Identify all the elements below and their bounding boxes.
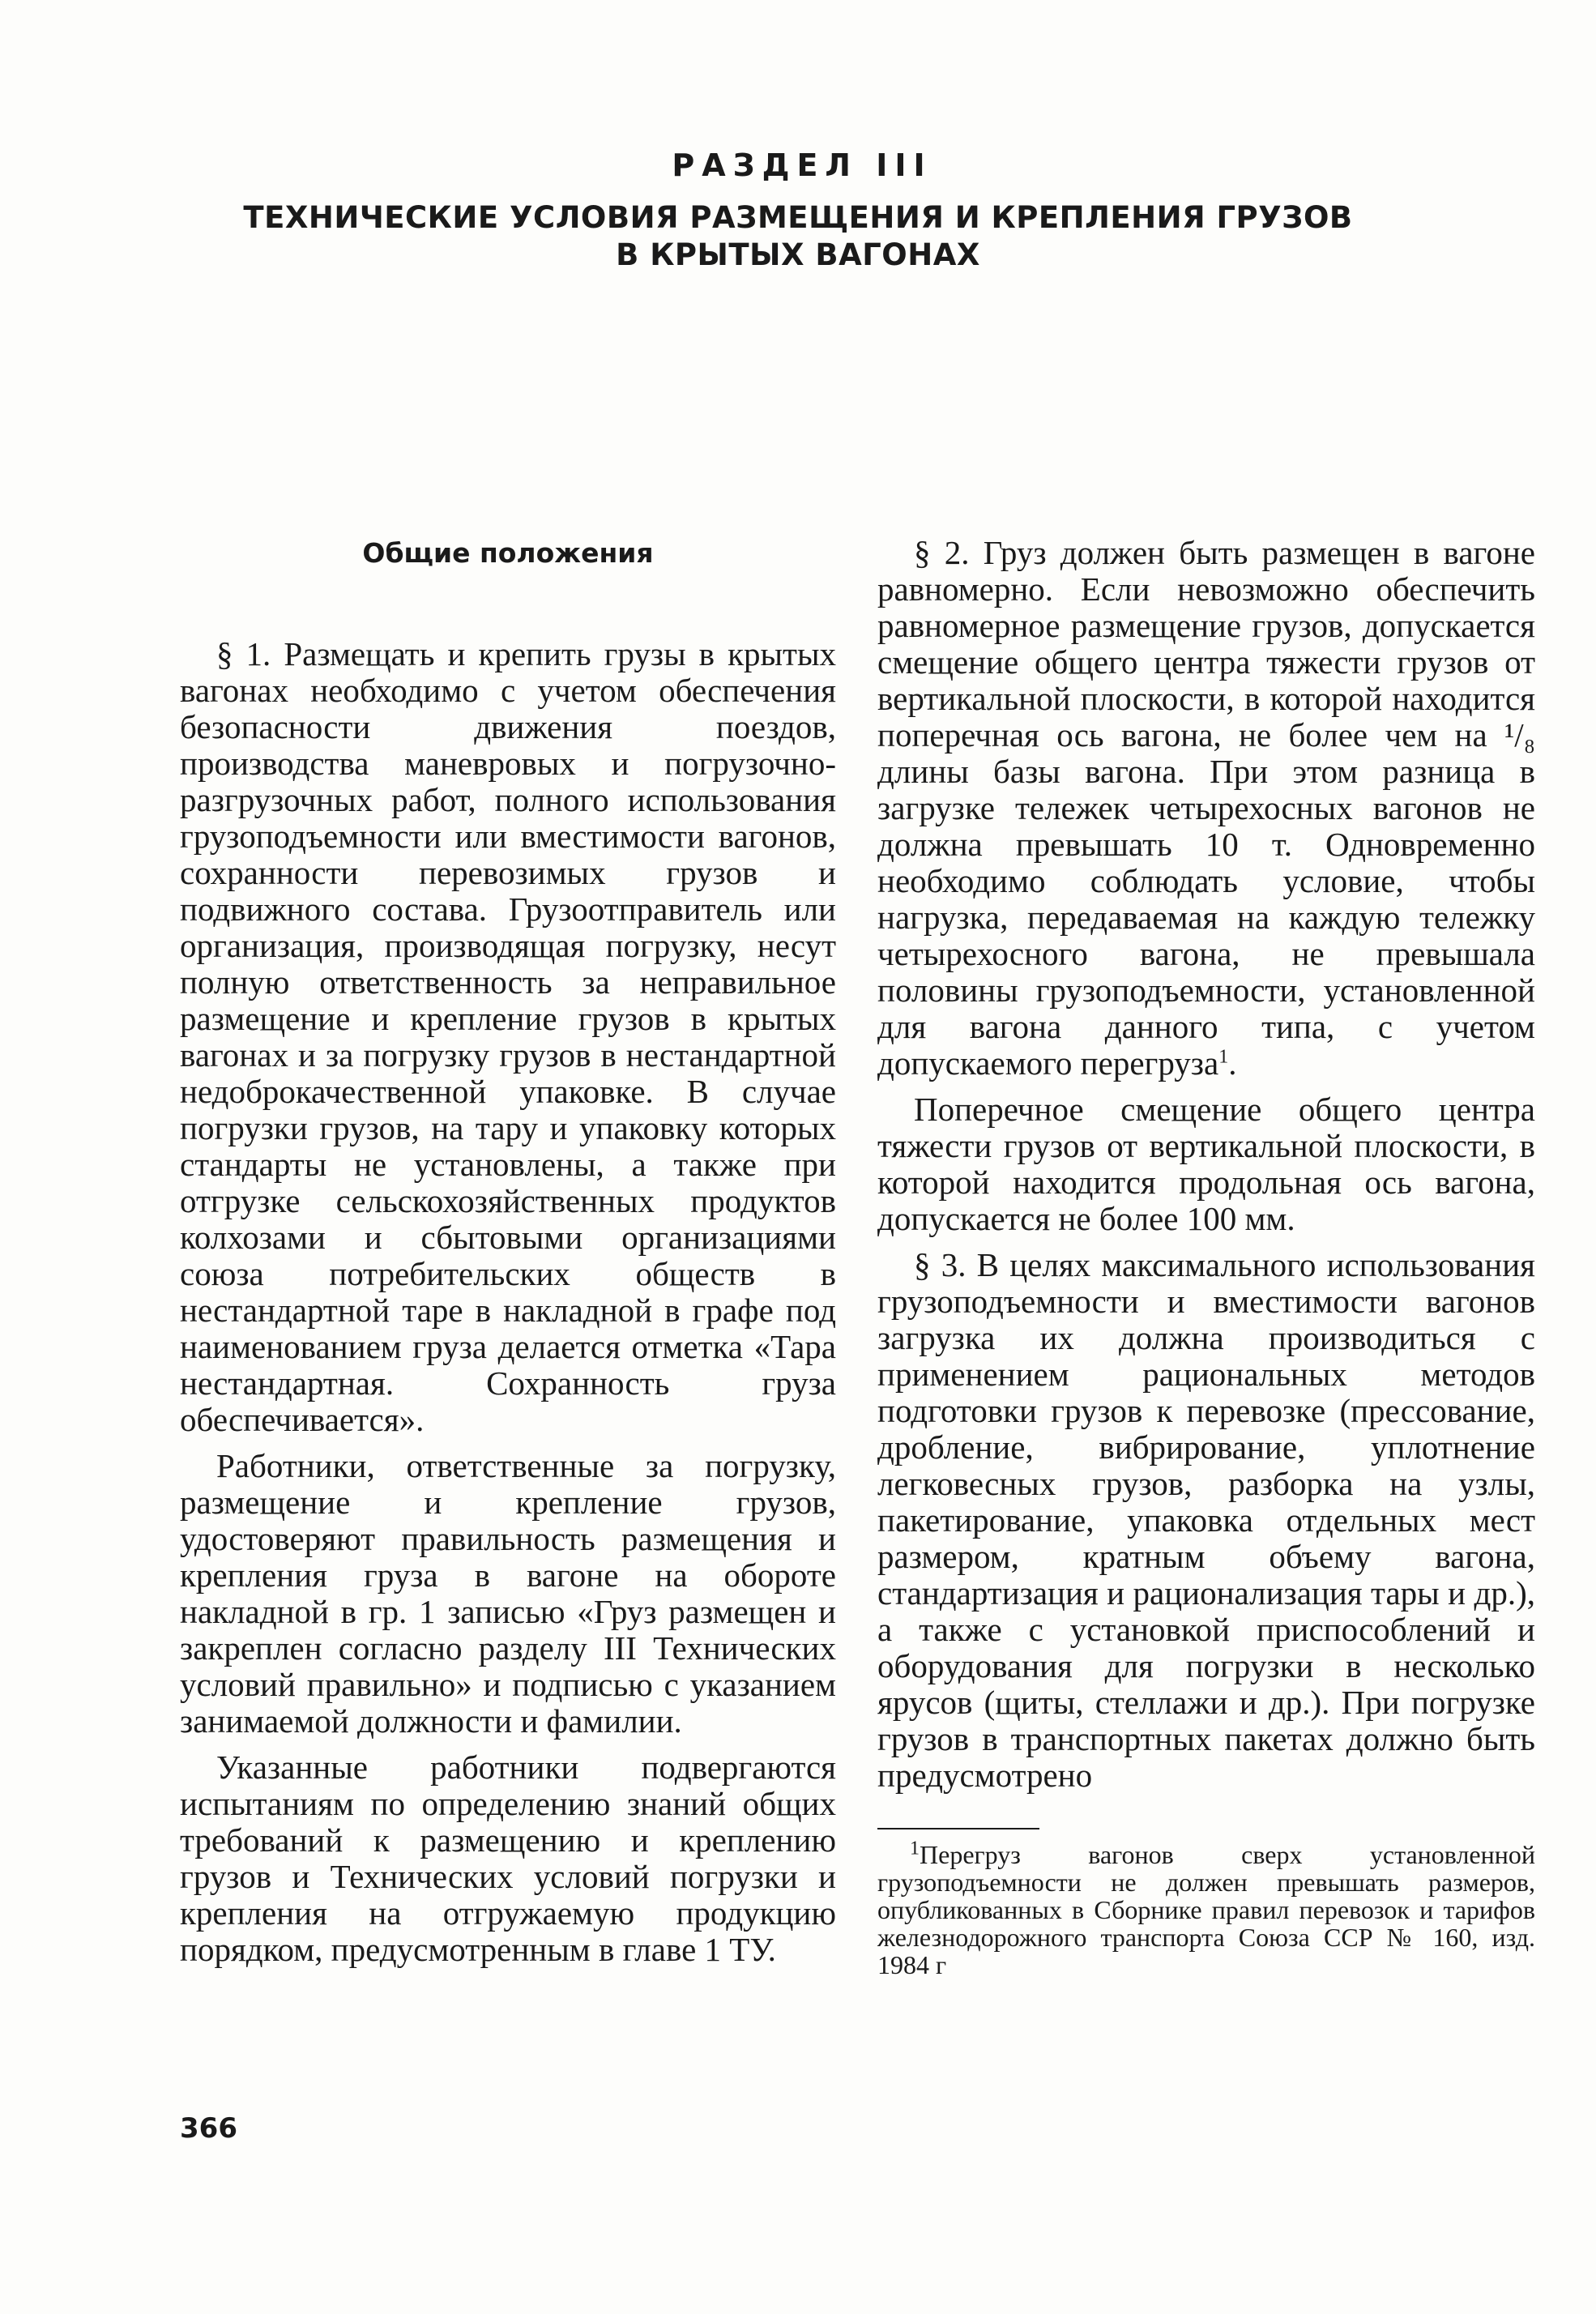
page-number: 366 [180,2112,237,2145]
section-header [0,144,1596,274]
paragraph-3: Указанные работники подвергаются испытаниям по определению знаний общих требований к размещению и креплению грузов и Технических условий погрузки и крепления на отгружаемую продукцию порядком, предусмотренным в главе 1 ТУ. [180,1748,836,1968]
footnote-divider [877,1828,1039,1829]
footnote-text: Перегруз вагонов сверх установленной грузоподъемности не должен превышать размеров, опубликованных в Сборнике правил перевозок и тарифов железнодорожного транспорта Союза ССР № 160, изд. 1984 г [877,1840,1535,1979]
left-column [180,535,836,1978]
footnote [877,1838,1535,1979]
paragraph-1: § 1. Размещать и крепить грузы в крытых вагонах необходимо с учетом обеспечения безопасности движения поездов, производства маневровых и погрузочно-разгрузочных работ, полного использования грузоподъемности или вместимости вагонов, сохранности перевозимых грузов и подвижного состава. Грузоотправитель или организация, производящая погрузку, несут полную ответственность за неправильное размещение и крепление грузов в крытых вагонах и за погрузку грузов в нестандартной недоброкачественной упаковке. В случае погрузки грузов, на тару и упаковку которых стандарты не установлены, а также при отгрузке сельскохозяйственных продуктов колхозами и сбытовыми организациями союза потребительских обществ в нестандартной таре в накладной в графе под наименованием груза делается отметка «Тара нестандартная. Сохранность груза обеспечивается». [180,635,836,1438]
paragraph-section-3: § 3. В целях максимального использования грузоподъемности и вместимости вагонов загрузка их должна производиться с применением рациональных методов подготовки грузов к перевозке (прессование, дробление, вибрирование, уплотнение легковесных грузов, разборка на узлы, пакетирование, упаковка отдельных мест размером, кратным объему вагона, стандартизация и рационализация тары и др.), а также с установкой приспособлений и оборудования для погрузки в несколько ярусов (щиты, стеллажи и др.). При погрузке грузов в транспортных пакетах должно быть предусмотрено [877,1246,1535,1794]
section-title-line-1: ТЕХНИЧЕСКИЕ УСЛОВИЯ РАЗМЕЩЕНИЯ И КРЕПЛЕНИЯ ГРУЗОВ [243,200,1353,235]
paragraph-text: длины базы вагона. При этом разница в загрузке тележек четырехосных вагонов не должна превышать 10 т. Одновременно необходимо соблюдать условие, чтобы нагрузка, передаваемая на каждую тележку четырехосного вагона, не превышала половины грузоподъемности, установленной для вагона данного типа, с учетом допускаемого перегруза [877,753,1535,1082]
subheading: Общие положения [362,537,654,569]
paragraph-end: . [1228,1044,1237,1082]
footnote-mark: 1 [910,1838,920,1859]
paragraph-text: § 2. Груз должен быть размещен в вагоне равномерно. Если невозможно обеспечить равномерное размещение грузов, допускается смещение общего центра тяжести грузов от вертикальной плоскости, в которой находится поперечная ось вагона, не более чем на [877,534,1535,754]
section-title-line-2: В КРЫТЫХ ВАГОНАХ [616,237,980,272]
paragraph-lateral-shift: Поперечное смещение общего центра тяжести грузов от вертикальной плоскости, в которой находится продольная ось вагона, допускается не более 100 мм. [877,1091,1535,1237]
paragraph-section-2 [877,535,1535,1082]
right-column [877,535,1535,1979]
fraction: ¹/₈ [1504,716,1535,754]
section-label: РАЗДЕЛ III [672,147,932,183]
footnote-reference: 1 [1218,1046,1229,1068]
section-title [0,199,1596,274]
paragraph-2: Работники, ответственные за погрузку, размещение и крепление грузов, удостоверяют правильность размещения и крепления груза в вагоне на обороте накладной в гр. 1 записью «Груз размещен и закреплен согласно разделу III Технических условий правильно» и подписью с указанием занимаемой должности и фамилии. [180,1447,836,1740]
